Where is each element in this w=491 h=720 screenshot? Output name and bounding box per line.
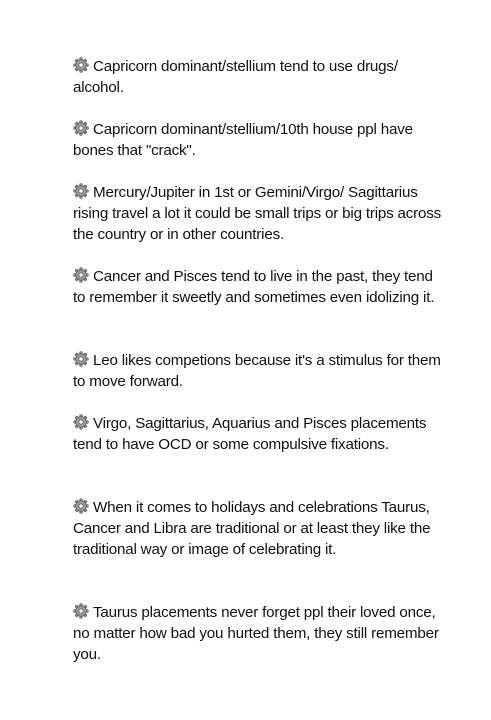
item-text: Capricorn dominant/stellium tend to use drugs/ alcohol. — [73, 58, 398, 96]
gear-icon — [73, 120, 89, 136]
list-item — [73, 182, 445, 245]
item-text: Capricorn dominant/stellium/10th house ppl have bones that "crack". — [73, 121, 413, 159]
list-item — [73, 56, 445, 98]
list-item — [73, 266, 445, 308]
gear-icon — [73, 351, 89, 367]
item-text: Mercury/Jupiter in 1st or Gemini/Virgo/ Sagittarius rising travel a lot it could be small trips or big trips across the country or in other countries. — [73, 184, 442, 243]
gear-icon — [73, 603, 89, 619]
item-text: Taurus placements never forget ppl their loved once, no matter how bad you hurted them, they still remember you. — [73, 604, 439, 663]
gear-icon — [73, 183, 89, 199]
item-text: When it comes to holidays and celebrations Taurus, Cancer and Libra are traditional or at least they like the traditional way or image of celebrating it. — [73, 499, 431, 558]
gear-icon — [73, 57, 89, 73]
item-text: Cancer and Pisces tend to live in the past, they tend to remember it sweetly and sometimes even idolizing it. — [73, 268, 435, 306]
list-item — [73, 497, 445, 560]
list-item — [73, 350, 445, 392]
list-item — [73, 119, 445, 161]
gear-icon — [73, 414, 89, 430]
gear-icon — [73, 267, 89, 283]
list-item — [73, 413, 445, 455]
gear-icon — [73, 498, 89, 514]
list-item — [73, 602, 445, 665]
item-text: Virgo, Sagittarius, Aquarius and Pisces placements tend to have OCD or some compulsive fixations. — [73, 415, 427, 453]
item-text: Leo likes competions because it's a stimulus for them to move forward. — [73, 352, 441, 390]
